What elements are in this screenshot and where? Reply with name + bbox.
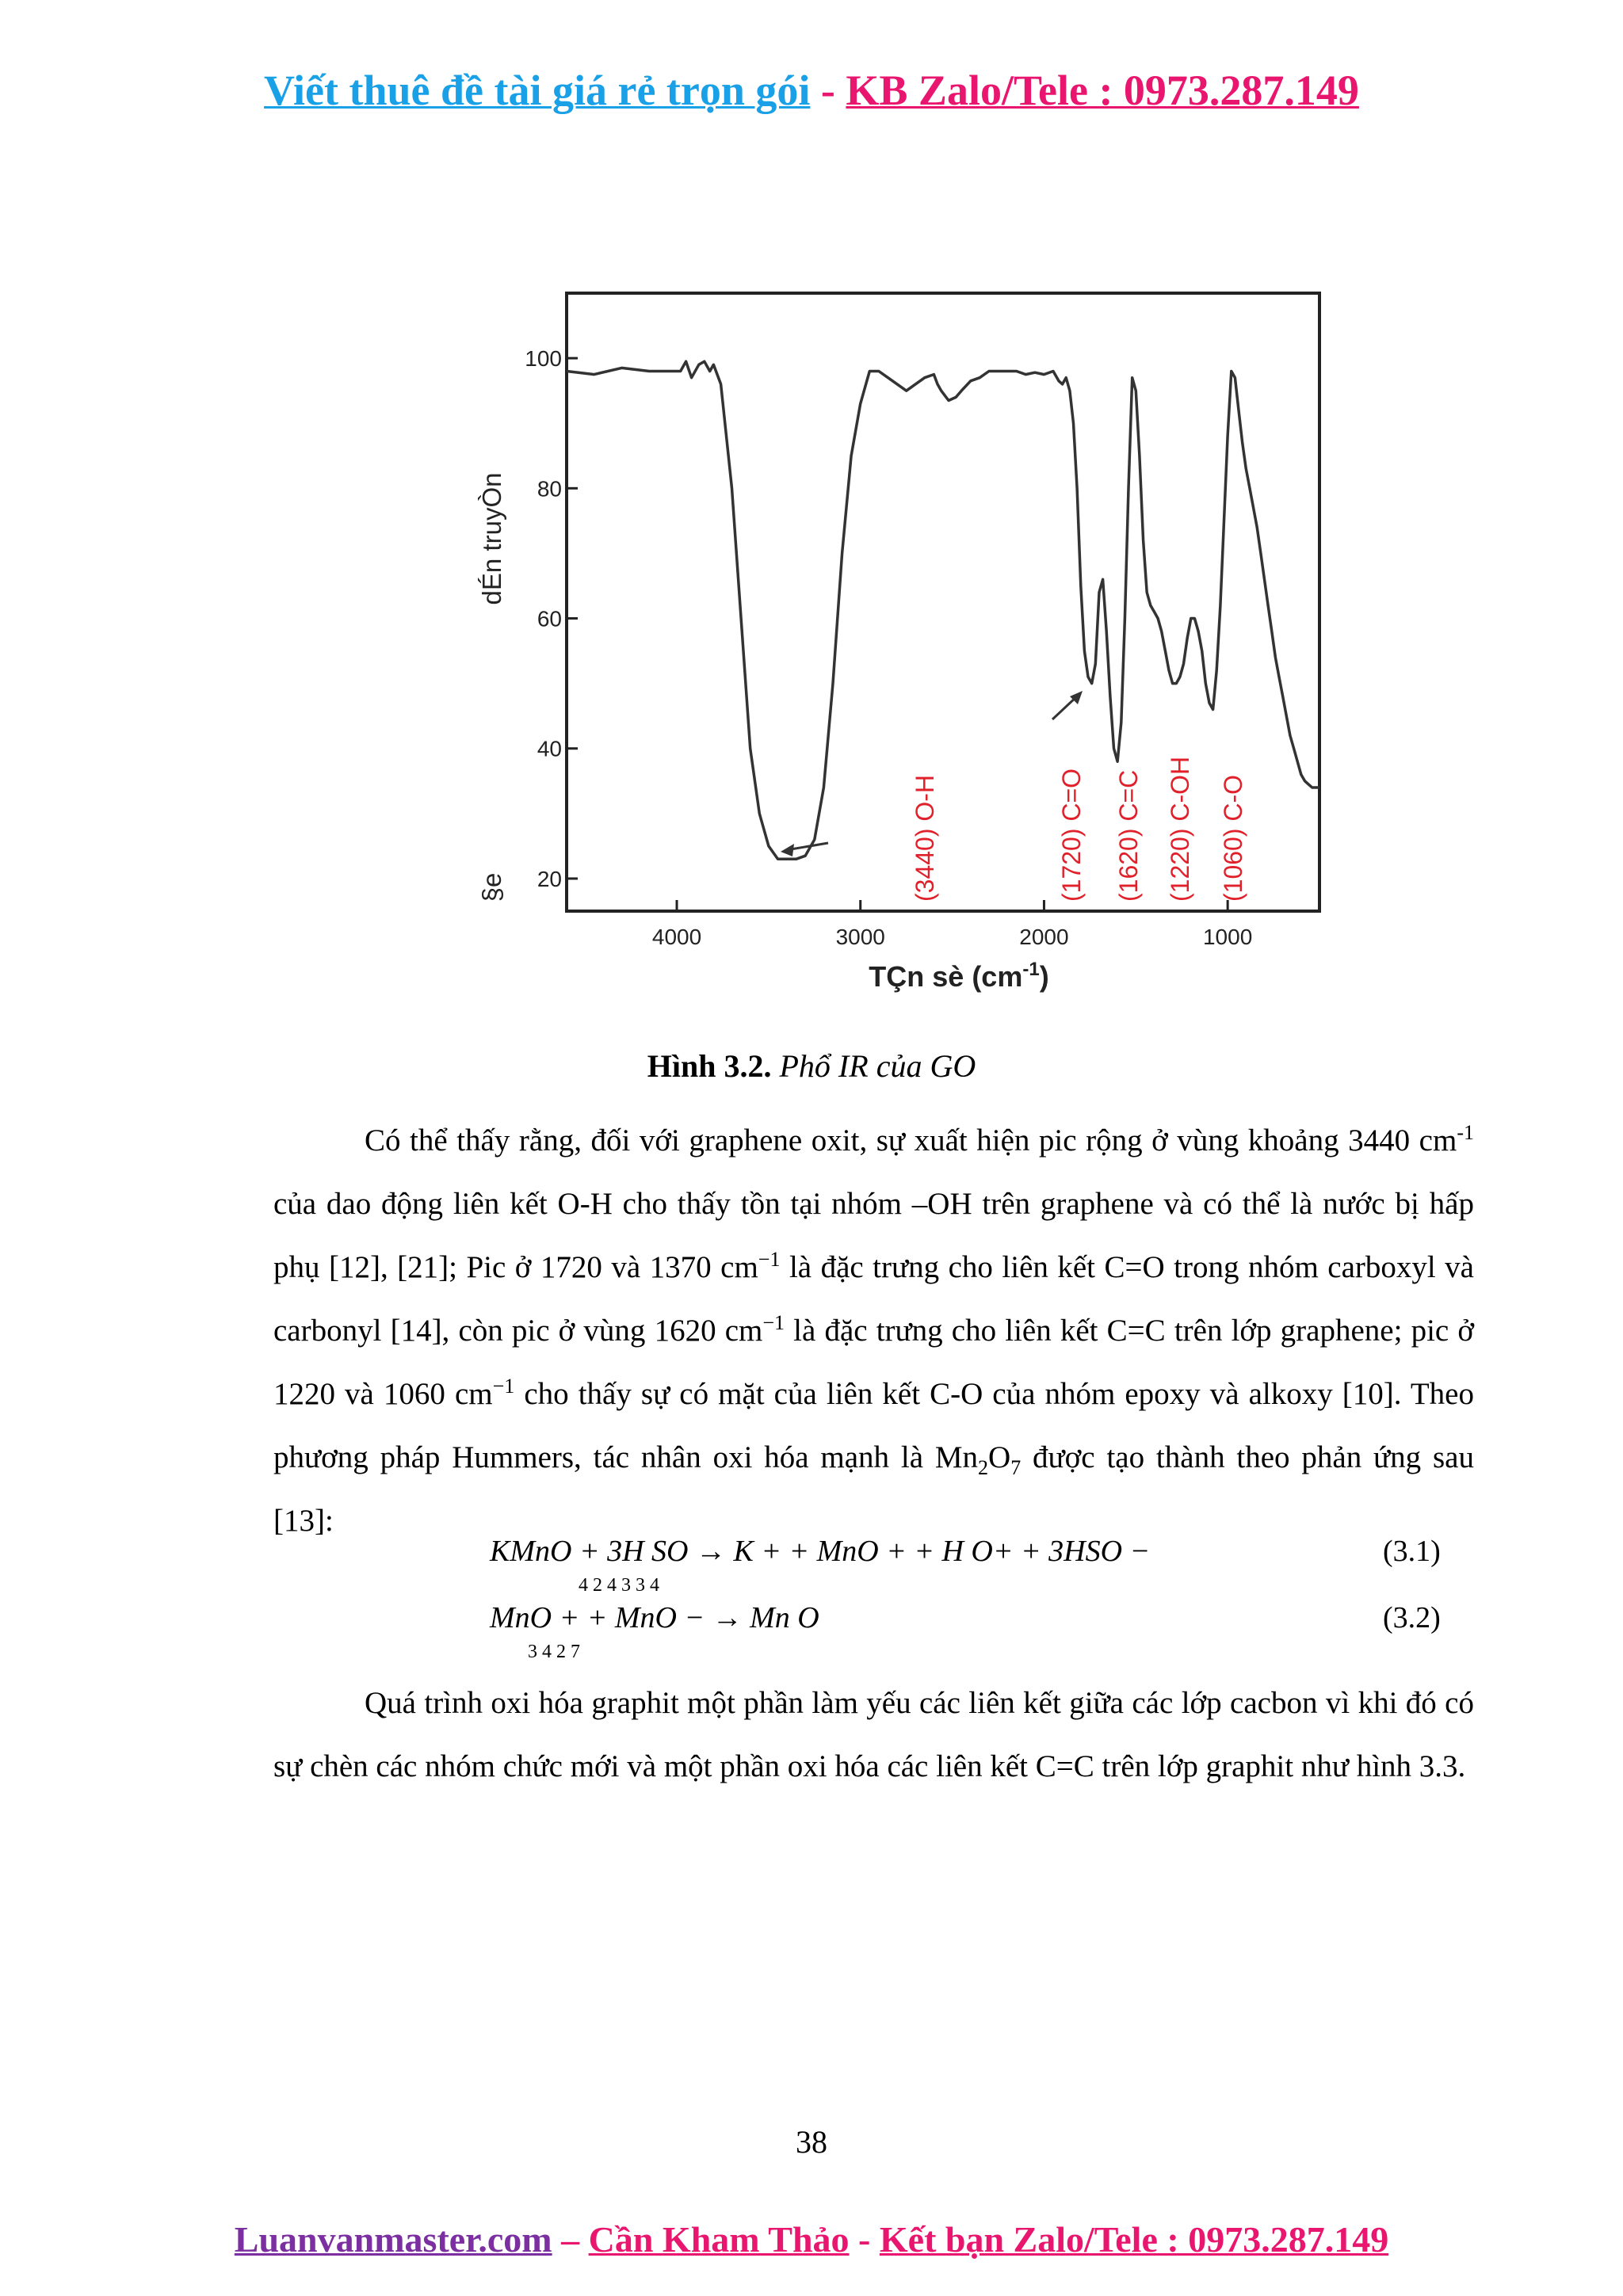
x-axis-label-sup: -1 — [1022, 959, 1040, 980]
x-tick-label: 4000 — [651, 925, 702, 949]
p1-text-5: cho thấy sự có mặt của liên kết C-O của nhóm epoxy và alkoxy [10]. Theo phương pháp Hummers, tác nhân oxi hóa mạnh là Mn — [273, 1377, 1474, 1474]
y-tick-label: 20 — [537, 866, 562, 891]
page-footer — [0, 2218, 1623, 2260]
eq2-main: MnO + + MnO − → Mn O — [490, 1601, 819, 1634]
peak-annotation-label: (1620) C=C — [1114, 769, 1143, 902]
footer-sep-1: – — [552, 2219, 589, 2260]
figure-caption — [0, 1047, 1623, 1085]
paragraph-2 — [273, 1672, 1474, 1798]
p1-text-6: O — [988, 1440, 1011, 1474]
equation-3-1 — [490, 1534, 1151, 1596]
p1-text-7: được tạo thành theo phản ứng sau [13]: — [273, 1440, 1474, 1538]
caption-label: Hình 3.2. — [647, 1048, 772, 1084]
peak-annotations — [911, 757, 1247, 902]
header-contact-link[interactable]: KB Zalo/Tele : 0973.287.149 — [846, 67, 1359, 114]
p1-text-4: là đặc trưng cho liên kết C=C trên lớp graphene; pic ở 1220 và 1060 cm — [273, 1314, 1474, 1411]
y-tick-label: 40 — [537, 736, 562, 761]
y-axis-label: dÉn truyÒn — [477, 472, 506, 605]
oh-arrow-head — [781, 844, 794, 856]
p1-text-2: của dao động liên kết O-H cho thấy tồn tại nhóm –OH trên graphene và có thể là nước bị hấp phụ [12], [21]; Pic ở 1720 và 1370 cm — [273, 1187, 1474, 1284]
eq1-subscripts: 4 2 4 3 3 4 — [579, 1575, 659, 1596]
footer-contact-link[interactable]: Kết bạn Zalo/Tele : 0973.287.149 — [879, 2219, 1389, 2260]
eq2-subscripts: 3 4 2 7 — [528, 1642, 580, 1662]
page-number: 38 — [796, 2124, 827, 2160]
page-header — [0, 65, 1623, 116]
y-tick-label: 100 — [525, 346, 562, 372]
x-tick-label: 2000 — [1019, 925, 1069, 949]
equation-3-1-number: (3.1) — [1383, 1535, 1441, 1568]
footer-name-link[interactable]: Cần Kham Thảo — [588, 2219, 850, 2260]
p1-text-1: Có thể thấy rằng, đối với graphene oxit, sự xuất hiện pic rộng ở vùng khoảng 3440 cm — [365, 1123, 1457, 1158]
x-axis-label-text: TÇn sè (cm — [869, 960, 1023, 993]
p1-sub-2: 7 — [1010, 1455, 1022, 1479]
equation-3-2 — [490, 1600, 819, 1662]
p2-text: Quá trình oxi hóa graphit một phần làm yếu các liên kết giữa các lớp cacbon vì khi đó có sự chèn các nhóm chức mới và một phần oxi hóa các liên kết C=C trên lớp graphit như hình 3.3. — [273, 1686, 1474, 1783]
y-axis-ticks — [525, 346, 578, 891]
caption-text: Phổ IR của GO — [779, 1048, 976, 1084]
header-service-link[interactable]: Viết thuê đề tài giá rẻ trọn gói — [264, 67, 811, 114]
paragraph-1 — [273, 1109, 1474, 1553]
footer-sep-2: - — [849, 2219, 880, 2260]
p1-sub-1: 2 — [978, 1455, 989, 1479]
plot-frame — [567, 293, 1319, 911]
p1-sup-4: −1 — [492, 1375, 515, 1398]
peak-annotation-label: (3440) O-H — [910, 774, 939, 902]
peak-annotation-label: (1220) C-OH — [1165, 756, 1194, 902]
peak-annotation-label: (1720) C=O — [1057, 768, 1086, 902]
y-tick-label: 60 — [537, 606, 562, 631]
x-axis-ticks — [652, 900, 1252, 949]
y-axis-label-extra: §e — [477, 872, 506, 902]
header-separator: - — [810, 67, 846, 114]
eq1-main: KMnO + 3H SO → K + + MnO + + H O+ + 3HSO − — [490, 1535, 1151, 1568]
y-tick-label: 80 — [537, 476, 562, 502]
peak-annotation-label: (1060) C-O — [1219, 774, 1248, 902]
x-axis-label — [869, 959, 1048, 993]
p1-sup-2: −1 — [758, 1248, 781, 1271]
ir-spectrum-chart — [468, 281, 1371, 1018]
p1-text-3: là đặc trưng cho liên kết C=O trong nhóm carboxyl và carbonyl [14], còn pic ở vùng 1620 cm — [273, 1250, 1474, 1348]
p1-sup-3: −1 — [762, 1311, 785, 1334]
p1-sup-1: -1 — [1457, 1121, 1474, 1144]
equation-3-2-number: (3.2) — [1383, 1601, 1441, 1634]
x-tick-label: 3000 — [835, 925, 885, 949]
spectrum-series-line — [567, 361, 1319, 859]
x-axis-label-close: ) — [1039, 960, 1049, 993]
footer-site-link[interactable]: Luanvanmaster.com — [234, 2219, 552, 2260]
x-tick-label: 1000 — [1202, 925, 1253, 949]
